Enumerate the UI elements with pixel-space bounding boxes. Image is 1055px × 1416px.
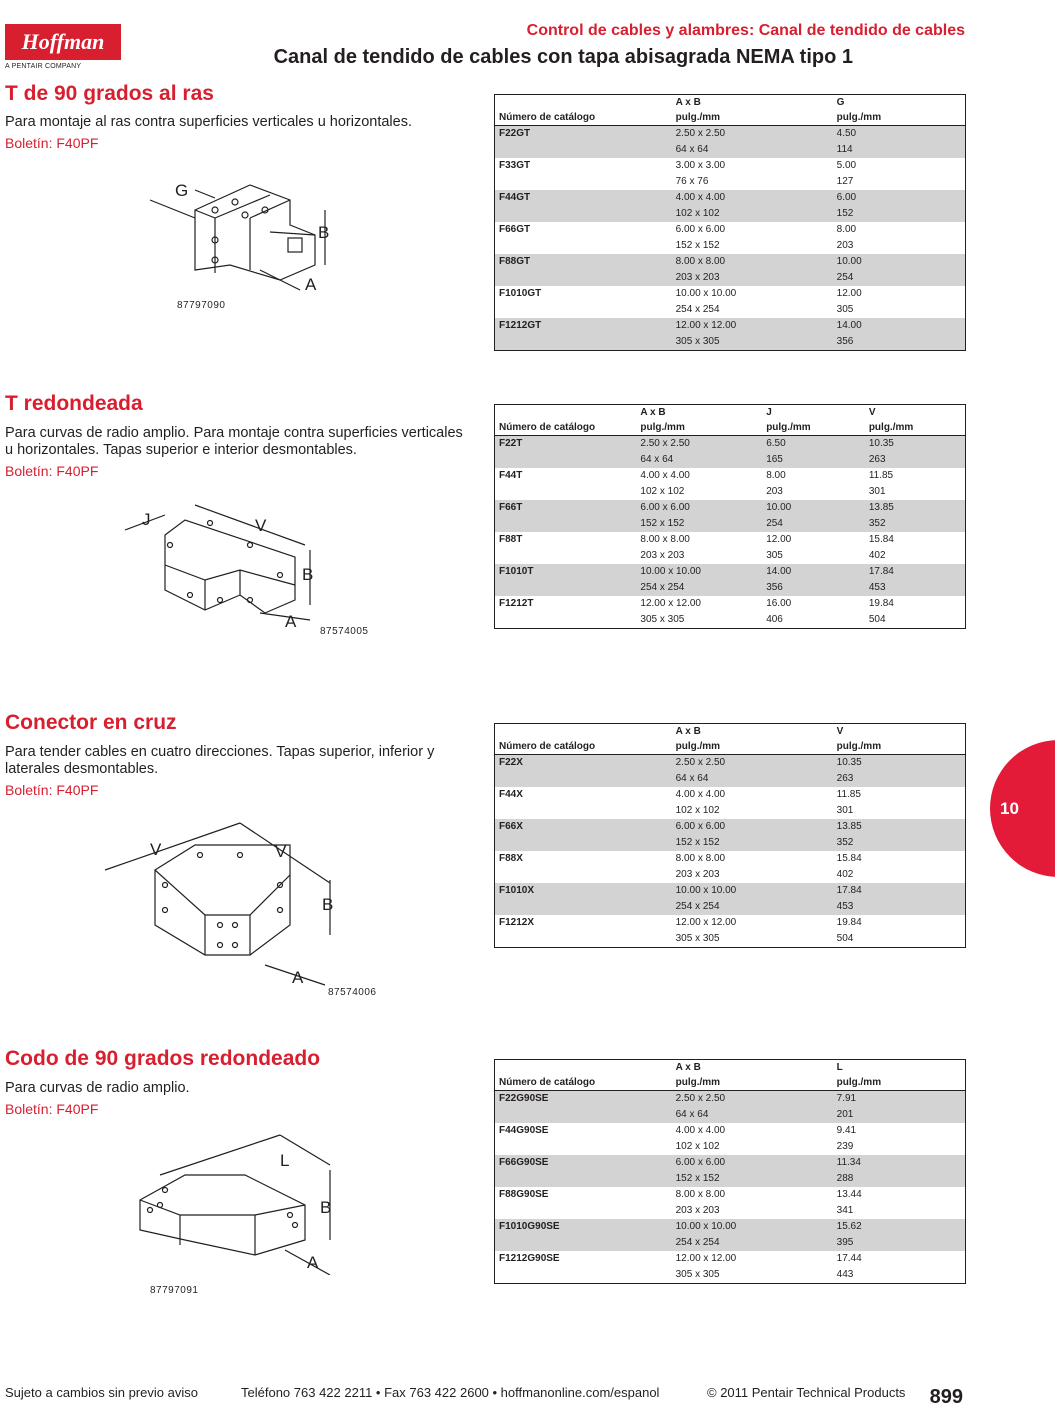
column-header: pulg./mm [672,110,833,126]
table-cell: 102 x 102 [672,206,833,222]
table-row [495,931,966,948]
table-cell: 102 x 102 [675,1141,720,1152]
table-cell: 165 [762,452,865,468]
column-header: J [766,407,772,418]
table-cell: 102 x 102 [675,805,720,816]
table-row [495,899,966,915]
catalog-number: F44T [499,470,523,481]
dim-label: G [175,181,189,200]
column-header: pulg./mm [636,420,762,436]
table-cell: 102 x 102 [640,486,685,497]
catalog-number [495,899,672,915]
table-cell: 10.00 x 10.00 [675,288,737,299]
catalog-number [495,1203,672,1219]
table-cell: 15.62 [833,1219,966,1235]
table-cell: 305 [766,550,783,561]
catalog-number [495,931,672,948]
table-cell: 10.00 x 10.00 [636,564,762,580]
page-title: Canal de tendido de cables con tapa abisagrada NEMA tipo 1 [273,46,853,68]
dim-label: V [255,516,267,535]
table-cell: 12.00 x 12.00 [675,1253,737,1264]
table-cell: 15.84 [868,534,894,545]
table-cell: 203 x 203 [675,1205,720,1216]
catalog-number [495,1267,672,1284]
footer-copyright: © 2011 Pentair Technical Products [707,1385,906,1400]
table-cell: 254 x 254 [675,304,720,315]
table-cell: 2.50 x 2.50 [636,436,762,453]
table-cell: 13.85 [865,500,966,516]
table-cell: 12.00 x 12.00 [672,318,833,334]
table-cell: 127 [836,176,854,187]
table-cell: 4.50 [833,126,966,143]
section-title: T de 90 grados al ras [5,82,214,105]
catalog-number: F1212G90SE [499,1253,560,1264]
catalog-number: F1010GT [499,288,542,299]
table-cell: 301 [836,805,854,816]
table-cell: 5.00 [836,160,857,171]
table-row [495,771,966,787]
header-category: Control de cables y alambres: Canal de tendido de cables [526,22,965,39]
catalog-number: F66G90SE [495,1155,672,1171]
bulletin-link[interactable]: Boletín: F40PF [5,1101,99,1117]
catalog-number: F1212GT [495,318,672,334]
table-cell: 152 [833,206,966,222]
table-row [495,158,966,174]
table-cell: 402 [868,550,886,561]
catalog-number [495,548,637,564]
dim-label: B [322,895,334,914]
table-cell: 4.00 x 4.00 [675,789,726,800]
catalog-number [495,142,672,158]
catalog-number [495,580,637,596]
column-header [495,724,672,740]
table-row [495,835,966,851]
table-subheader-row [495,739,966,755]
catalog-number [495,452,637,468]
table-cell: 203 x 203 [640,550,685,561]
column-header: Número de catálogo [495,420,637,436]
table-cell: 14.00 [833,318,966,334]
table-cell: 16.00 [766,598,792,609]
table-row [495,819,966,835]
table-row [495,1187,966,1203]
table-cell: 8.00 [766,470,786,481]
table-cell: 10.00 [833,254,966,270]
dim-label: A [292,968,304,987]
table-cell: 305 x 305 [672,334,833,351]
table-cell: 263 [833,771,966,787]
table-cell: 6.00 x 6.00 [636,500,762,516]
table-row [495,1123,966,1139]
table-cell: 152 x 152 [636,516,762,532]
table-cell: 8.00 x 8.00 [672,254,833,270]
column-header [495,1060,672,1076]
catalog-number: F1212T [499,598,534,609]
table-row [495,1203,966,1219]
table-cell: 356 [833,334,966,351]
image-code: 87797091 [150,1285,199,1296]
table-row [495,1251,966,1267]
table-row [495,1235,966,1251]
table-cell: 17.84 [865,564,966,580]
table-cell: 203 [836,240,854,251]
table-row [495,532,966,548]
table-header-row [495,724,966,740]
table-row [495,126,966,143]
table-cell: 305 [836,304,854,315]
table-cell: 352 [865,516,966,532]
catalog-number: F1010G90SE [495,1219,672,1235]
section-description: Para curvas de radio amplio. [5,1080,190,1096]
table-cell: 152 x 152 [672,1171,833,1187]
table-cell: 356 [762,580,865,596]
catalog-number [495,867,672,883]
catalog-number: F22G90SE [495,1091,672,1108]
table-row [495,436,966,453]
table-cell: 263 [865,452,966,468]
table-row [495,883,966,899]
catalog-number: F66GT [499,224,531,235]
table-row [495,190,966,206]
table-row [495,867,966,883]
table-cell: 15.84 [836,853,862,864]
table-row [495,238,966,254]
catalog-number [495,771,672,787]
catalog-number: F88G90SE [499,1189,549,1200]
catalog-number: F44G90SE [499,1125,549,1136]
column-header: A x B [640,407,666,418]
table-cell: 8.00 x 8.00 [640,534,690,545]
catalog-number: F88X [499,853,523,864]
catalog-number: F1010X [495,883,672,899]
table-row [495,915,966,931]
table-cell: 10.35 [865,436,966,453]
catalog-number: F33GT [499,160,531,171]
section-description: Para curvas de radio amplio. Para montaje contra superficies verticales u horizontales. Tapas superior e interior desmontables. [5,425,463,458]
table-cell: 19.84 [836,917,862,928]
chapter-tab[interactable] [990,740,1055,877]
table-cell: 203 [766,486,783,497]
column-header: pulg./mm [833,110,966,126]
table-cell: 64 x 64 [672,142,833,158]
dim-label: L [280,1151,290,1170]
spec-table [494,723,966,948]
table-cell: 152 x 152 [675,240,720,251]
dim-label: A [307,1253,319,1272]
table-cell: 3.00 x 3.00 [675,160,726,171]
column-header: A x B [675,97,701,108]
table-row [495,286,966,302]
section-description: Para tender cables en cuatro direcciones. Tapas superior, inferior y laterales desmontables. [5,744,435,777]
table-row [495,548,966,564]
table-row [495,787,966,803]
column-header: V [868,407,876,418]
catalog-number [495,1139,672,1155]
table-cell: 6.50 [762,436,865,453]
catalog-number: F66X [495,819,672,835]
table-row [495,334,966,351]
catalog-number: F1212X [499,917,535,928]
dim-label: B [302,565,314,584]
table-cell: 12.00 [836,288,862,299]
bulletin-link[interactable]: Boletín: F40PF [5,463,99,479]
dim-label: B [320,1198,332,1217]
dim-label: A [285,612,297,631]
footer-contact: Teléfono 763 422 2211 • Fax 763 422 2600 • hoffmanonline.com/espanol [241,1385,660,1400]
catalog-number: F44GT [495,190,672,206]
table-row [495,1219,966,1235]
table-cell: 14.00 [762,564,865,580]
catalog-number [495,1235,672,1251]
table-row [495,755,966,772]
catalog-number [495,270,672,286]
table-row [495,318,966,334]
catalog-number [495,803,672,819]
table-cell: 12.00 [766,534,792,545]
table-row [495,580,966,596]
column-header: G [836,97,845,108]
column-header: pulg./mm [833,1075,966,1091]
table-cell: 504 [836,933,854,944]
table-cell: 301 [868,486,886,497]
table-cell: 6.00 x 6.00 [675,224,726,235]
catalog-number [495,612,637,629]
table-subheader-row [495,420,966,436]
image-code: 87574005 [320,626,369,637]
table-cell: 6.00 x 6.00 [672,819,833,835]
table-cell: 7.91 [833,1091,966,1108]
table-cell: 64 x 64 [672,771,833,787]
catalog-number: F66T [495,500,637,516]
table-cell: 203 x 203 [672,270,833,286]
bulletin-link[interactable]: Boletín: F40PF [5,782,99,798]
table-cell: 13.85 [833,819,966,835]
section-title: T redondeada [5,392,143,415]
table-cell: 152 x 152 [672,835,833,851]
table-cell: 64 x 64 [672,1107,833,1123]
table-cell: 8.00 x 8.00 [675,1189,726,1200]
column-header: A x B [675,1062,701,1073]
table-subheader-row [495,110,966,126]
column-header: pulg./mm [762,420,865,436]
table-cell: 64 x 64 [636,452,762,468]
table-cell: 10.00 x 10.00 [672,883,833,899]
table-row [495,612,966,629]
catalog-number [495,516,637,532]
bulletin-link[interactable]: Boletín: F40PF [5,135,99,151]
table-row [495,500,966,516]
table-row [495,254,966,270]
table-cell: 76 x 76 [675,176,709,187]
table-row [495,1155,966,1171]
catalog-number: F1010T [495,564,637,580]
table-cell: 17.84 [833,883,966,899]
table-row [495,564,966,580]
table-row [495,270,966,286]
section-title: Codo de 90 grados redondeado [5,1047,321,1070]
image-code: 87574006 [328,987,377,998]
section-description: Para montaje al ras contra superficies verticales u horizontales. [5,114,412,130]
table-cell: 10.00 [762,500,865,516]
table-row [495,596,966,612]
table-cell: 10.00 x 10.00 [672,1219,833,1235]
table-cell: 254 x 254 [672,899,833,915]
table-header-row [495,405,966,421]
flush-tee-drawing [140,170,360,300]
column-header [495,405,637,421]
spec-table [494,404,966,629]
spec-table [494,94,966,351]
catalog-number [495,484,637,500]
column-header: pulg./mm [672,739,833,755]
table-cell: 239 [836,1141,854,1152]
table-row [495,1171,966,1187]
table-row [495,1267,966,1284]
table-cell: 288 [833,1171,966,1187]
column-header: L [836,1062,843,1073]
table-subheader-row [495,1075,966,1091]
column-header: A x B [675,726,701,737]
table-row [495,1107,966,1123]
chapter-number: 10 [1000,799,1019,818]
table-cell: 402 [836,869,854,880]
table-cell: 6.00 [833,190,966,206]
catalog-number: F22X [495,755,672,772]
table-cell: 395 [833,1235,966,1251]
table-row [495,206,966,222]
rounded-tee-drawing [110,495,330,635]
column-header: pulg./mm [865,420,966,436]
table-cell: 12.00 x 12.00 [640,598,701,609]
table-row [495,142,966,158]
dim-label: J [142,510,151,529]
column-header: pulg./mm [672,1075,833,1091]
catalog-number [495,1171,672,1187]
table-row [495,222,966,238]
column-header: Número de catálogo [495,739,672,755]
table-cell: 19.84 [868,598,894,609]
catalog-number [495,174,672,190]
logo-subtitle: A PENTAIR COMPANY [5,63,82,70]
table-cell: 443 [836,1269,854,1280]
catalog-number: F44X [499,789,523,800]
table-header-row [495,95,966,111]
spec-table [494,1059,966,1284]
table-cell: 504 [868,614,886,625]
catalog-number [495,302,672,318]
column-header: V [836,726,844,737]
table-cell: 2.50 x 2.50 [672,1091,833,1108]
table-cell: 9.41 [836,1125,857,1136]
table-row [495,452,966,468]
table-row [495,1139,966,1155]
table-row [495,174,966,190]
catalog-number: F22GT [495,126,672,143]
table-cell: 203 x 203 [675,869,720,880]
table-cell: 10.35 [833,755,966,772]
table-cell: 17.44 [836,1253,862,1264]
table-cell: 11.85 [868,470,894,481]
catalog-number [495,835,672,851]
catalog-number: F88T [499,534,523,545]
table-row [495,851,966,867]
catalog-number [495,1107,672,1123]
table-cell: 4.00 x 4.00 [675,1125,726,1136]
table-cell: 453 [833,899,966,915]
table-cell: 254 [833,270,966,286]
table-cell: 4.00 x 4.00 [672,190,833,206]
table-cell: 114 [833,142,966,158]
table-cell: 254 x 254 [672,1235,833,1251]
table-cell: 8.00 x 8.00 [675,853,726,864]
table-cell: 352 [833,835,966,851]
column-header: Número de catálogo [495,110,672,126]
catalog-number [495,334,672,351]
table-cell: 305 x 305 [675,933,720,944]
table-row [495,484,966,500]
table-cell: 11.34 [833,1155,966,1171]
dim-label: B [318,223,330,242]
table-cell: 12.00 x 12.00 [675,917,737,928]
table-cell: 406 [766,614,783,625]
table-cell: 254 x 254 [636,580,762,596]
table-cell: 305 x 305 [675,1269,720,1280]
cross-connector-drawing [100,815,350,990]
catalog-number [495,238,672,254]
catalog-number: F88GT [495,254,672,270]
column-header: pulg./mm [833,739,966,755]
table-row [495,1091,966,1108]
rounded-elbow-drawing [125,1130,355,1275]
column-header [495,95,672,111]
catalog-number: F22T [495,436,637,453]
image-code: 87797090 [177,300,226,311]
section-title: Conector en cruz [5,711,177,734]
page-number: 899 [929,1386,963,1408]
table-cell: 13.44 [836,1189,862,1200]
table-cell: 11.85 [836,789,861,800]
table-cell: 254 [762,516,865,532]
footer-disclaimer: Sujeto a cambios sin previo aviso [5,1385,198,1400]
catalog-number [495,206,672,222]
table-cell: 6.00 x 6.00 [672,1155,833,1171]
table-row [495,468,966,484]
table-header-row [495,1060,966,1076]
table-cell: 341 [836,1205,854,1216]
hoffman-logo: Hoffman [5,24,121,60]
table-cell: 201 [833,1107,966,1123]
table-row [495,803,966,819]
table-row [495,516,966,532]
dim-label: A [305,275,317,294]
dim-label: V [150,840,162,859]
table-cell: 453 [865,580,966,596]
column-header: Número de catálogo [495,1075,672,1091]
table-cell: 2.50 x 2.50 [672,755,833,772]
table-row [495,302,966,318]
table-cell: 8.00 [836,224,857,235]
dim-label: V [275,842,287,861]
table-cell: 305 x 305 [640,614,685,625]
table-cell: 4.00 x 4.00 [640,470,690,481]
table-cell: 2.50 x 2.50 [672,126,833,143]
